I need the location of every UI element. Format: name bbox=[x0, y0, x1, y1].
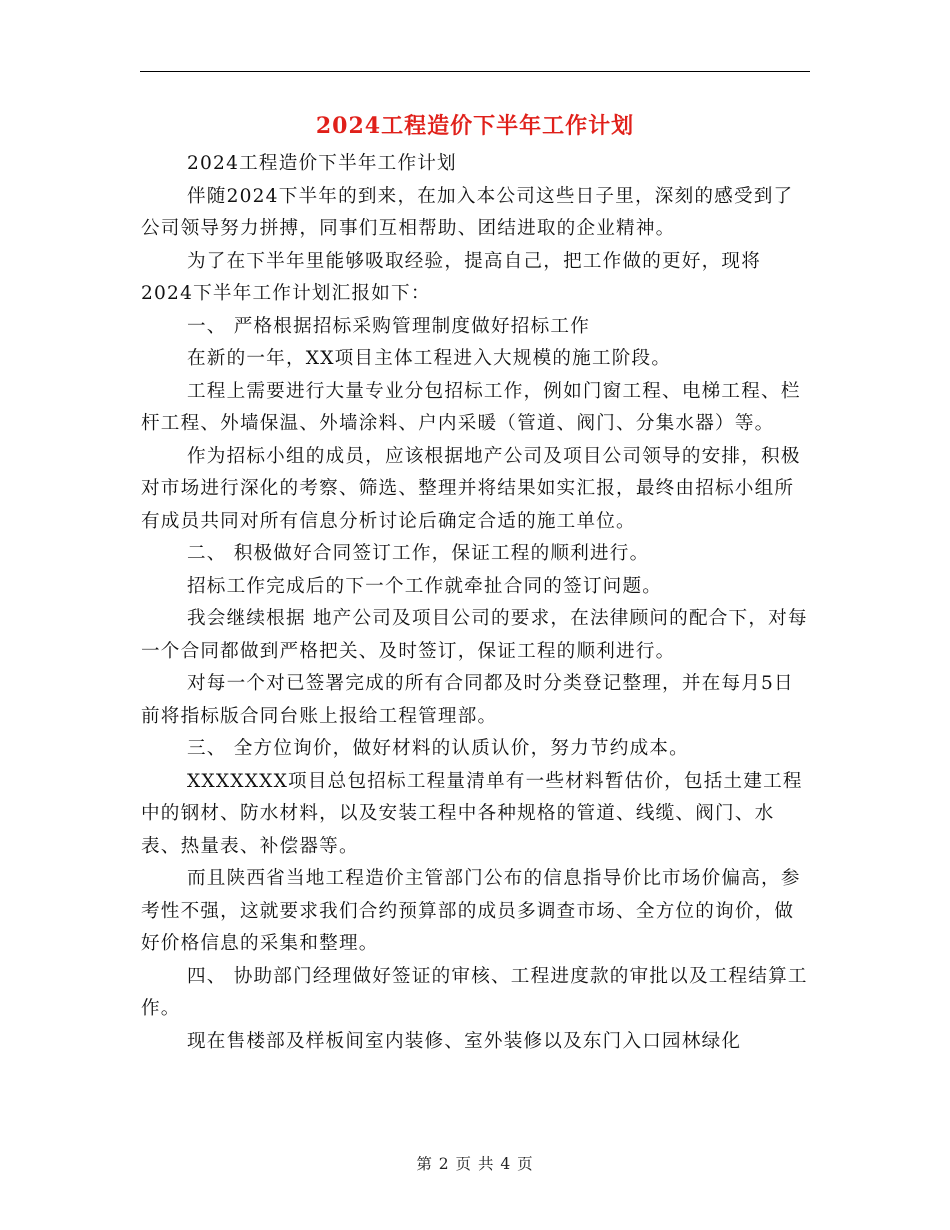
paragraph: XXXXXXX项目总包招标工程量清单有一些材料暂估价，包括土建工程 中的钢材、防水材料，以及安装工程中各种规格的管道、线缆、阀门、水表、热量表、补偿器等。 bbox=[141, 770, 803, 857]
section-heading-3: 三、 全方位询价，做好材料的认质认价，努力节约成本。 bbox=[187, 738, 689, 759]
paragraph: 在新的一年，XX项目主体工程进入大规模的施工阶段。 bbox=[187, 348, 672, 369]
header-rule bbox=[140, 71, 810, 72]
section-heading-2: 二、 积极做好合同签订工作，保证工程的顺利进行。 bbox=[187, 543, 650, 564]
paragraph: 现在售楼部及样板间室内装修、室外装修以及东门入口园林绿化 bbox=[187, 1030, 742, 1052]
paragraph: 对每一个对已签署完成的所有合同都及时分类登记整理，并在每月5日前将指标版合同台账上报给工程管理部。 bbox=[141, 673, 794, 727]
paragraph-subtitle: 2024工程造价下半年工作计划 bbox=[187, 153, 457, 174]
paragraph: 伴随2024下半年的到来，在加入本公司这些日子里，深刻的感受到了公司领导努力拼搏，同事们互相帮助、团结进取的企业精神。 bbox=[141, 185, 794, 239]
paragraph: 招标工作完成后的下一个工作就牵扯合同的签订问题。 bbox=[187, 575, 663, 597]
paragraph: 工程上需要进行大量专业分包招标工作，例如门窗工程、电梯工程、栏杆工程、外墙保温、外墙涂料、户内采暖（管道、阀门、分集水器）等。 bbox=[141, 380, 801, 434]
section-heading-4: 四、 协助部门经理做好签证的审核、工程进度款的审批以及工程结算工作。 bbox=[141, 965, 808, 1019]
document-body bbox=[141, 148, 813, 1058]
section-heading-1: 一、 严格根据招标采购管理制度做好招标工作 bbox=[187, 315, 590, 337]
page-number: 第 2 页 共 4 页 bbox=[416, 1155, 534, 1173]
paragraph: 而且陕西省当地工程造价主管部门公布的信息指导价比市场价偏高，参考性不强，这就要求我们合约预算部的成员多调查市场、全方位的询价，做好价格信息的采集和整理。 bbox=[141, 868, 801, 954]
paragraph: 作为招标小组的成员，应该根据地产公司及项目公司领导的安排，积极对市场进行深化的考察、筛选、整理并将结果如实汇报，最终由招标小组所有成员共同对所有信息分析讨论后确定合适的施工单位。 bbox=[141, 445, 801, 532]
paragraph: 为了在下半年里能够吸取经验，提高自己，把工作做的更好，现将2024下半年工作计划汇报如下： bbox=[141, 250, 762, 304]
paragraph: 我会继续根据 地产公司及项目公司的要求，在法律顾问的配合下，对每一个合同都做到严格把关、及时签订，保证工程的顺利进行。 bbox=[141, 608, 808, 662]
document-title: 2024工程造价下半年工作计划 bbox=[315, 113, 635, 139]
